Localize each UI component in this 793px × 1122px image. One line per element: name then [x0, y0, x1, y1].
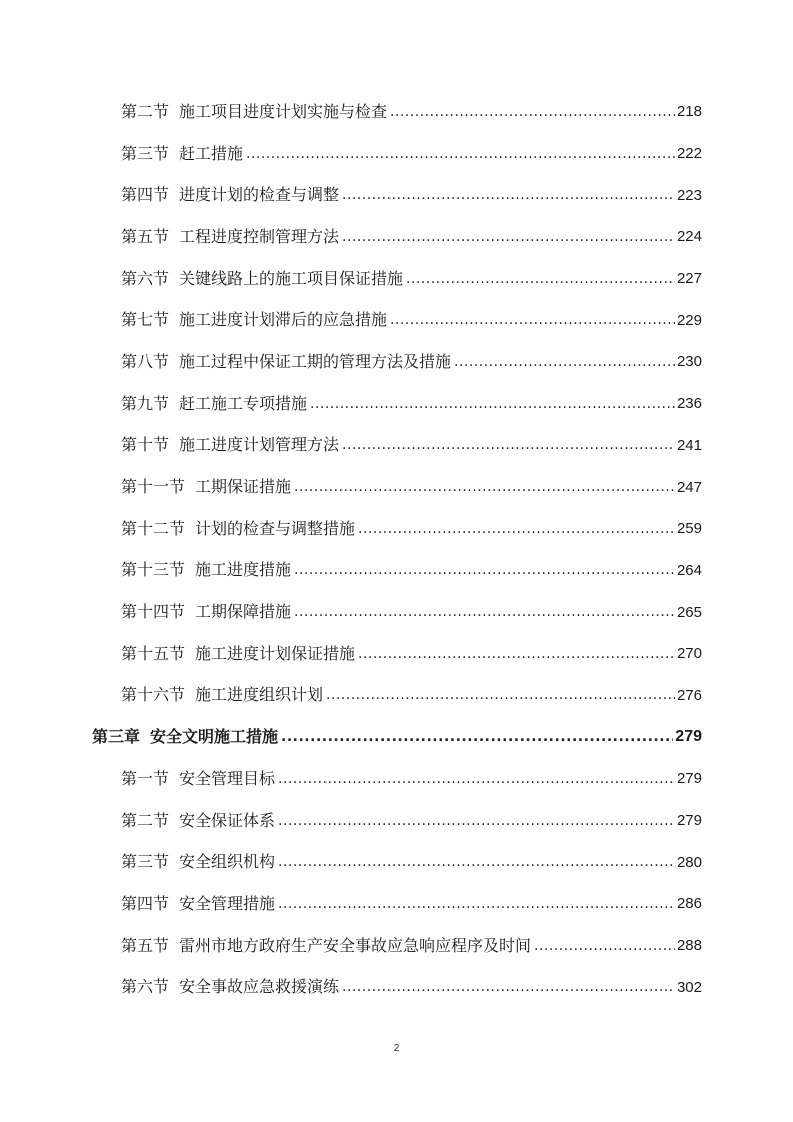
toc-entry[interactable] [0, 883, 702, 925]
toc-entry-title: 安全事故应急救援演练 [179, 977, 340, 997]
toc-entry-page: 259 [676, 520, 702, 538]
toc-entry-title: 进度计划的检查与调整 [179, 185, 340, 205]
toc-entry[interactable] [0, 174, 702, 216]
toc-entry-page: 224 [676, 228, 702, 246]
toc-entry[interactable] [0, 508, 702, 550]
toc-entry-number: 第十一节 [121, 477, 186, 497]
toc-entry-title: 施工进度组织计划 [195, 685, 324, 705]
toc-entry[interactable] [0, 466, 702, 508]
toc-entry-page: 270 [676, 645, 702, 663]
toc-entry-page: 222 [676, 145, 702, 163]
toc-entry[interactable] [0, 591, 702, 633]
toc-entry-title: 计划的检查与调整措施 [195, 518, 356, 538]
dot-leader [278, 854, 675, 870]
toc-entry-number: 第三节 [121, 852, 170, 872]
toc-entry-page: 236 [676, 395, 702, 413]
toc-entry-title: 安全保证体系 [179, 810, 276, 830]
toc-entry-number: 第十二节 [121, 518, 186, 538]
toc-entry-title: 安全管理目标 [179, 768, 276, 788]
dot-leader [294, 562, 675, 578]
dot-leader [326, 687, 675, 703]
toc-entry-title: 工程进度控制管理方法 [179, 226, 340, 246]
dot-leader [454, 354, 675, 370]
toc-entry-number: 第四节 [121, 893, 170, 913]
toc-entry-number: 第九节 [121, 393, 170, 413]
dot-leader [342, 229, 675, 245]
toc-chapter-entry[interactable] [0, 716, 702, 758]
toc-chapter-page: 279 [675, 728, 702, 746]
toc-entry[interactable] [0, 425, 702, 467]
dot-leader [281, 729, 673, 745]
toc-entry[interactable] [0, 258, 702, 300]
toc-entry[interactable] [0, 383, 702, 425]
toc-entry-page: 288 [676, 937, 702, 955]
toc-entry-number: 第七节 [121, 310, 170, 330]
toc-entry-number: 第六节 [121, 977, 170, 997]
toc-entry-title: 施工进度措施 [195, 560, 292, 580]
toc-entry-number: 第二节 [121, 101, 170, 121]
toc-entry[interactable] [0, 841, 702, 883]
toc-entry[interactable] [0, 800, 702, 842]
toc-entry[interactable] [0, 341, 702, 383]
toc-entry-title: 施工进度计划管理方法 [179, 435, 340, 455]
toc-entry-page: 265 [676, 603, 702, 621]
toc-entry-page: 264 [676, 561, 702, 579]
toc-entry-title: 施工项目进度计划实施与检查 [179, 101, 388, 121]
dot-leader [278, 771, 675, 787]
toc-entry-number: 第十三节 [121, 560, 186, 580]
toc-entry-page: 247 [676, 478, 702, 496]
toc-entry-page: 227 [676, 270, 702, 288]
toc-entry-title: 工期保证措施 [195, 477, 292, 497]
dot-leader [310, 396, 675, 412]
dot-leader [246, 146, 675, 162]
toc-entry-number: 第八节 [121, 351, 170, 371]
toc-entry[interactable] [0, 633, 702, 675]
toc-entry-number: 第六节 [121, 268, 170, 288]
toc-entry-title: 安全管理措施 [179, 893, 276, 913]
toc-entry-title: 施工进度计划保证措施 [195, 643, 356, 663]
toc-entry-number: 第三节 [121, 143, 170, 163]
toc-entry-page: 218 [676, 103, 702, 121]
toc-entry-number: 第十五节 [121, 643, 186, 663]
dot-leader [294, 479, 675, 495]
toc-entry-page: 279 [676, 812, 702, 830]
toc-entry[interactable] [0, 550, 702, 592]
toc-entry-page: 223 [676, 186, 702, 204]
dot-leader [278, 813, 675, 829]
toc-entry-title: 关键线路上的施工项目保证措施 [179, 268, 404, 288]
toc-entry-number: 第二节 [121, 810, 170, 830]
toc-entry[interactable] [0, 675, 702, 717]
toc-chapter-number: 第三章 [92, 727, 141, 747]
toc-entry-number: 第十四节 [121, 602, 186, 622]
dot-leader [390, 312, 675, 328]
toc-entry-title: 赶工施工专项措施 [179, 393, 308, 413]
toc-entry[interactable] [0, 966, 702, 1008]
toc-entry-number: 第十六节 [121, 685, 186, 705]
page-number: 2 [393, 1043, 400, 1054]
dot-leader [278, 896, 675, 912]
dot-leader [406, 271, 675, 287]
toc-entry-number: 第十节 [121, 435, 170, 455]
dot-leader [358, 521, 675, 537]
toc-entry-title: 施工进度计划滞后的应急措施 [179, 310, 388, 330]
toc-entry-title: 工期保障措施 [195, 602, 292, 622]
toc-entry[interactable] [0, 91, 702, 133]
toc-entry[interactable] [0, 925, 702, 967]
toc-entry-title: 赶工措施 [179, 143, 244, 163]
toc-entry-page: 241 [676, 436, 702, 454]
table-of-contents [0, 91, 793, 1008]
toc-entry-page: 230 [676, 353, 702, 371]
toc-entry-title: 施工过程中保证工期的管理方法及措施 [179, 351, 452, 371]
toc-entry-number: 第一节 [121, 768, 170, 788]
toc-entry-number: 第五节 [121, 226, 170, 246]
toc-entry-number: 第五节 [121, 935, 170, 955]
toc-entry[interactable] [0, 216, 702, 258]
toc-chapter-title: 安全文明施工措施 [150, 727, 279, 747]
dot-leader [294, 604, 675, 620]
toc-entry-page: 279 [676, 770, 702, 788]
toc-entry[interactable] [0, 758, 702, 800]
toc-entry-page: 280 [676, 853, 702, 871]
dot-leader [342, 187, 675, 203]
dot-leader [534, 938, 675, 954]
toc-entry-title: 安全组织机构 [179, 852, 276, 872]
dot-leader [390, 104, 675, 120]
toc-entry[interactable] [0, 299, 702, 341]
toc-entry-number: 第四节 [121, 185, 170, 205]
toc-entry-page: 286 [676, 895, 702, 913]
dot-leader [358, 646, 675, 662]
toc-entry-page: 302 [676, 978, 702, 996]
toc-entry-title: 雷州市地方政府生产安全事故应急响应程序及时间 [179, 935, 532, 955]
toc-entry[interactable] [0, 133, 702, 175]
toc-entry-page: 229 [676, 311, 702, 329]
dot-leader [342, 979, 675, 995]
toc-entry-page: 276 [676, 686, 702, 704]
dot-leader [342, 437, 675, 453]
